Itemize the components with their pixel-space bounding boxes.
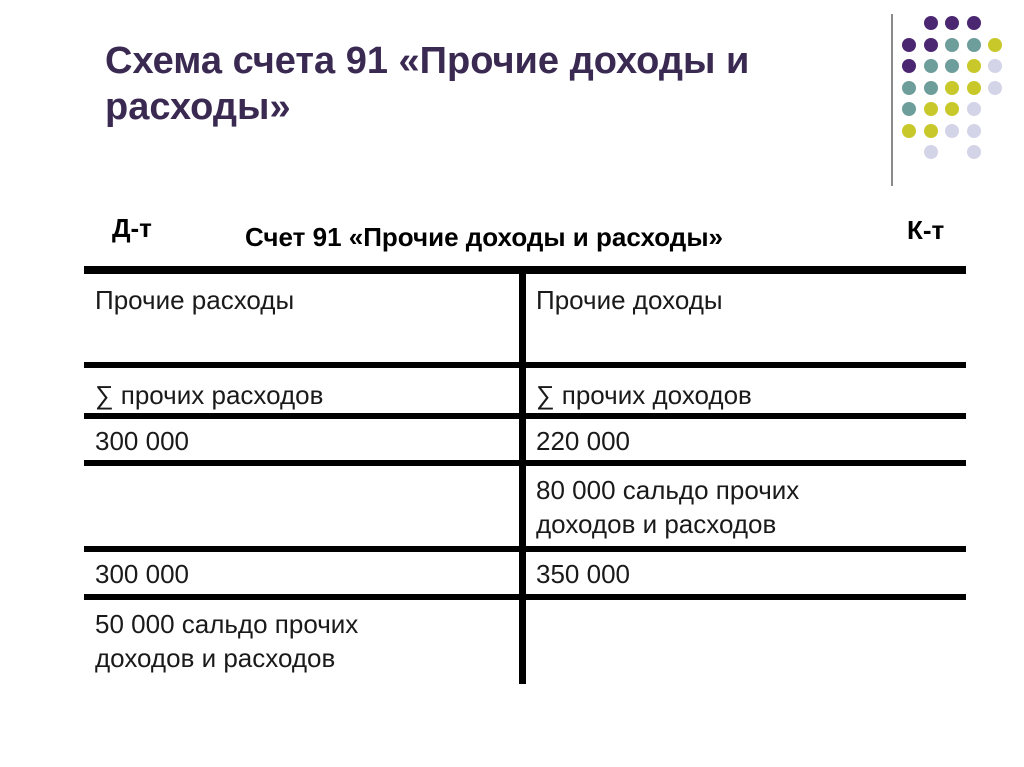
decorative-dot xyxy=(967,145,981,159)
credit-cell: Прочие доходы xyxy=(536,285,723,315)
row-divider xyxy=(84,594,966,600)
debit-cell: 300 000 xyxy=(95,559,189,589)
decorative-dot xyxy=(945,16,959,30)
decorative-dot xyxy=(924,124,938,138)
decorative-dot xyxy=(967,81,981,95)
debit-cell: Прочие расходы xyxy=(95,285,295,315)
credit-cell: 220 000 xyxy=(536,426,630,456)
decorative-dot xyxy=(924,16,938,30)
decorative-dot xyxy=(967,59,981,73)
decorative-dot xyxy=(924,145,938,159)
debit-cell: 300 000 xyxy=(95,426,189,456)
debit-cell: 50 000 сальдо прочих доходов и расходов xyxy=(95,609,359,673)
decorative-dot xyxy=(902,59,916,73)
decorative-dot xyxy=(924,59,938,73)
decorative-dot xyxy=(967,38,981,52)
decorative-dot xyxy=(988,38,1002,52)
decorative-dot xyxy=(924,81,938,95)
decorative-dot xyxy=(902,38,916,52)
credit-label: К-т xyxy=(907,215,945,245)
decorative-dot xyxy=(967,102,981,116)
slide-title: Схема счета 91 «Прочие доходы и расходы» xyxy=(105,40,750,128)
row-divider xyxy=(84,413,966,419)
decorative-dot xyxy=(945,38,959,52)
decorative-dot xyxy=(945,124,959,138)
debit-label: Д-т xyxy=(112,213,152,243)
decorative-dot xyxy=(945,102,959,116)
credit-cell: 80 000 сальдо прочих доходов и расходов xyxy=(536,475,800,539)
t-account-center-line xyxy=(519,268,526,684)
row-divider xyxy=(84,362,966,368)
decorative-dot xyxy=(988,81,1002,95)
debit-cell: ∑ прочих расходов xyxy=(95,380,324,410)
row-divider xyxy=(84,546,966,552)
decorative-dot xyxy=(902,124,916,138)
decorative-dot xyxy=(967,124,981,138)
account-title: Счет 91 «Прочие доходы и расходы» xyxy=(245,222,723,252)
decorative-dot xyxy=(924,38,938,52)
decorative-dot xyxy=(902,102,916,116)
decorative-dot xyxy=(967,16,981,30)
decorative-dot xyxy=(988,59,1002,73)
credit-cell: 350 000 xyxy=(536,559,630,589)
decorative-dot xyxy=(945,81,959,95)
credit-cell: ∑ прочих доходов xyxy=(536,380,752,410)
decorative-dot xyxy=(945,59,959,73)
decorative-dot xyxy=(902,81,916,95)
divider-line xyxy=(891,14,893,186)
decorative-dot xyxy=(924,102,938,116)
row-divider xyxy=(84,460,966,466)
